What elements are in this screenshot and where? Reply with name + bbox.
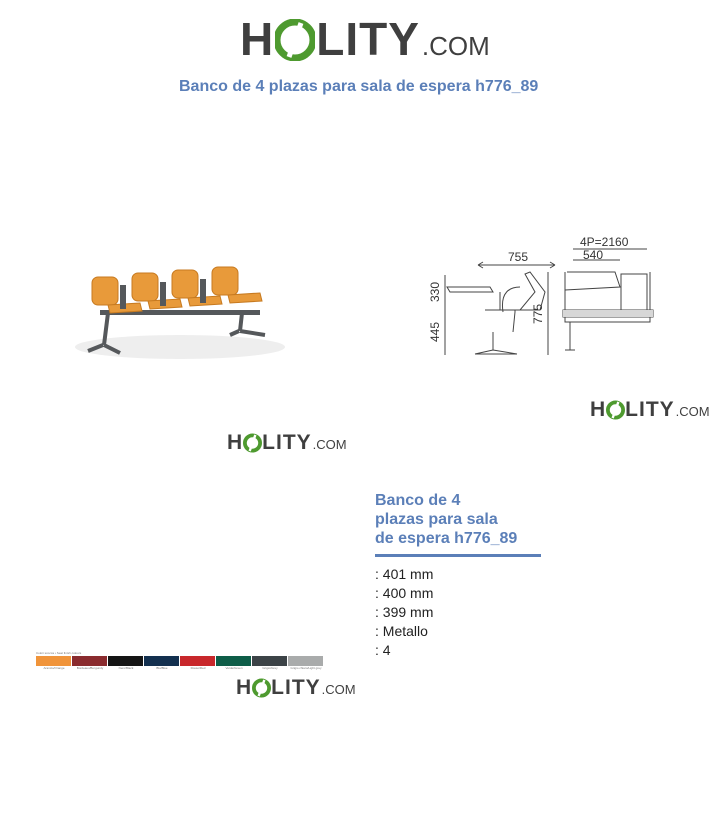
spec-list [375,565,433,660]
logo-domain: .COM [421,31,490,61]
product-image-bench [70,255,290,365]
dim-seat-height: 445 [428,321,442,342]
color-swatch [36,656,71,666]
color-swatch-label: Bordeaux/Burgundy [76,666,104,670]
logo-word: LITY [271,676,321,699]
dim-total: 4P=2160 [580,235,629,249]
description-title-line: de espera h776_89 [375,530,518,547]
logo-o-icon [606,400,625,420]
holity-logo-photo[interactable] [227,431,347,455]
logo-word: LITY [625,398,675,421]
logo-domain: .COM [321,682,356,697]
logo-word: LITY [316,13,420,65]
color-swatch-label: Blu/Blue [156,666,168,670]
color-swatch [252,656,287,666]
color-swatch-label: Rosso/Red [190,666,206,670]
spec-item: : 401 mm [375,566,434,582]
color-swatch [216,656,251,666]
spec-item: : Metallo [375,623,428,639]
holity-logo-drawing[interactable] [590,398,710,422]
logo-word: LITY [262,431,312,454]
description-title [375,491,541,557]
dim-width: 755 [508,250,529,264]
logo-letter-h: H [590,398,607,421]
logo-o-icon [243,433,262,453]
color-swatch-label: Grigio chiaro/Light grey [290,666,322,670]
holity-logo-swatches[interactable] [236,676,356,700]
description-title-line: Banco de 4 [375,492,461,509]
holity-logo-top[interactable] [240,12,490,68]
color-swatch-label: Grigio/Grey [262,666,278,670]
logo-domain: .COM [675,404,710,419]
logo-letter-h: H [227,431,244,454]
dim-backrest: 330 [428,281,442,302]
color-swatch [108,656,143,666]
logo-letter-h: H [236,676,253,699]
dim-seat-width: 540 [583,248,604,262]
dim-total-height: 775 [531,303,545,324]
logo-letter-h: H [240,13,275,65]
spec-item: : 4 [375,642,391,658]
color-swatch [72,656,107,666]
color-swatch [288,656,323,666]
logo-o-icon [252,678,271,698]
color-swatch-label: Verde/Green [225,666,243,670]
description-title-line: plazas para sala [375,511,498,528]
color-swatches [36,651,324,672]
color-swatch-label: Arancio/Orange [43,666,65,670]
spec-item: : 400 mm [375,585,434,601]
technical-drawing [425,232,660,362]
swatches-header: Colori scocca • Seat finish colours [36,651,82,655]
logo-o-icon [275,19,315,61]
page-title: Banco de 4 plazas para sala de espera h776_89 [179,78,539,95]
spec-item: : 399 mm [375,604,434,620]
color-swatch [144,656,179,666]
color-swatch-label: Nero/Black [118,666,134,670]
logo-domain: .COM [312,437,347,452]
color-swatch [180,656,215,666]
